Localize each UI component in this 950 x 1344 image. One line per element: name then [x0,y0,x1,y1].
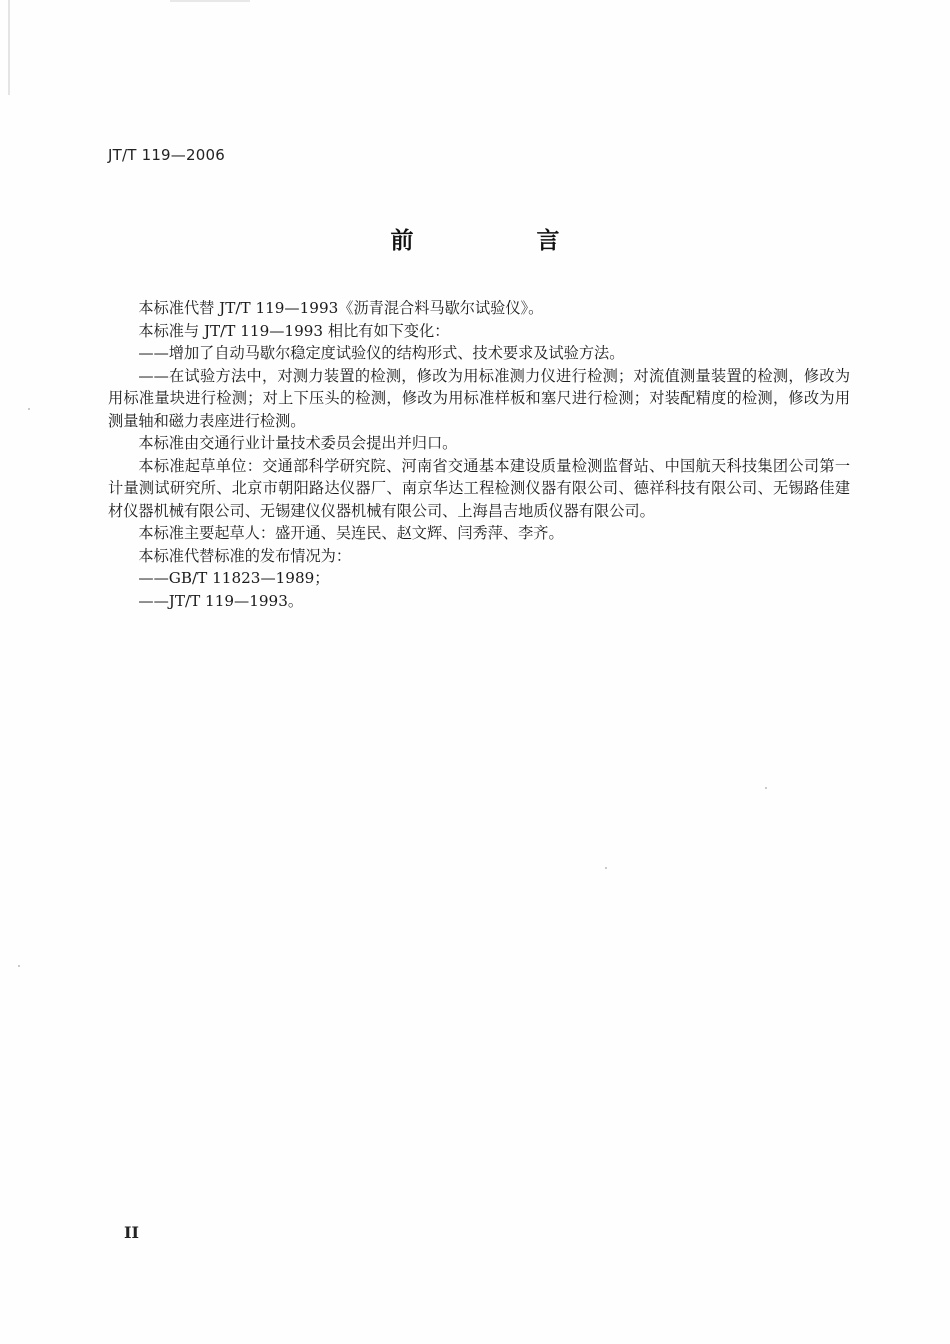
paragraph-change-2: ——在试验方法中，对测力装置的检测，修改为用标准测力仪进行检测；对流值测量装置的检测，修改为用标准量块进行检测；对上下压头的检测，修改为用标准样板和塞尺进行检测；对装配精度的检测，修改为用测量轴和磁力表座进行检测。 [108,366,850,430]
paragraph-proposer: 本标准由交通行业计量技术委员会提出并归口。 [138,434,458,452]
paragraph-history-intro: 本标准代替标准的发布情况为： [138,546,352,565]
paragraph-replaces: 本标准代替 JT/T 119—1993《沥青混合料马歇尔试验仪》。 [138,299,544,317]
paragraph-drafting-units: 本标准起草单位：交通部科学研究院、河南省交通基本建设质量检测监督站、中国航天科技集团公司第一计量测试研究所、北京市朝阳路达仪器厂、南京华达工程检测仪器有限公司、德祥科技有限公司、无锡路佳建材仪器机械有限公司、无锡建仪仪器机械有限公司、上海昌吉地质仪器有限公司。 [108,456,850,520]
scan-speck [18,965,20,967]
scan-speck [28,408,30,410]
paragraph-drafters: 本标准主要起草人：盛开通、吴连民、赵文辉、闫秀萍、李齐。 [138,524,564,542]
scan-speck [765,787,767,789]
paragraph-changes-intro: 本标准与 JT/T 119—1993 相比有如下变化： [138,321,450,340]
paragraph-change-1: ——增加了自动马歇尔稳定度试验仪的结构形式、技术要求及试验方法。 [138,344,625,362]
page-number: II [124,1223,139,1242]
page-title: 前 言 [390,228,610,254]
paragraph-history-1: ——GB/T 11823—1989； [138,569,330,587]
scan-speck [605,867,607,869]
scan-edge-mark [8,0,10,95]
body-text [108,297,850,612]
standard-code: JT/T 119—2006 [108,146,225,164]
paragraph-history-2: ——JT/T 119—1993。 [138,591,304,610]
scan-top-mark [170,0,250,2]
